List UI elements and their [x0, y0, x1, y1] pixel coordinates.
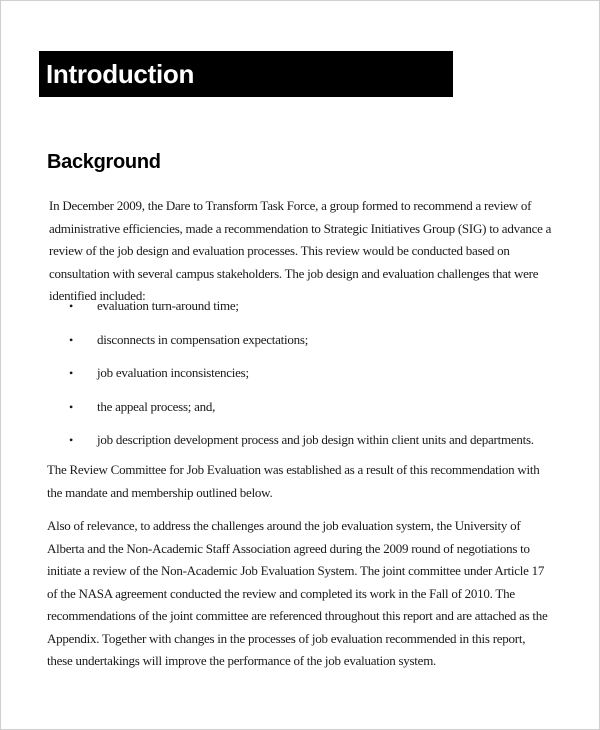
introduction-banner: Introduction: [39, 51, 453, 97]
list-item-text: job description development process and job design within client units and departments.: [97, 432, 534, 447]
background-heading: Background: [47, 151, 161, 173]
bullet-icon: •: [69, 433, 73, 447]
intro-paragraph: In December 2009, the Dare to Transform Task Force, a group formed to recommend a review of administrative efficiencies, made a recommendation to Strategic Initiatives Group (SIG) to advance a review of the job design and evaluation processes. This review would be conducted based on consultation with several campus stakeholders. The job design and evaluation challenges that were identified included:: [49, 198, 552, 303]
bullet-icon: •: [69, 399, 73, 414]
bullet-icon: •: [69, 299, 73, 313]
bullet-icon: •: [69, 332, 73, 347]
bullet-icon: •: [69, 366, 73, 380]
list-item-text: job evaluation inconsistencies;: [97, 365, 249, 380]
list-item-text: evaluation turn-around time;: [97, 298, 239, 313]
committee-paragraph: The Review Committee for Job Evaluation was established as a result of this recommendation with the mandate and membership outlined below.: [47, 462, 540, 500]
list-item-text: the appeal process; and,: [97, 398, 216, 414]
list-item-text: disconnects in compensation expectations;: [97, 331, 309, 347]
relevance-paragraph: Also of relevance, to address the challenges around the job evaluation system, the University of Alberta and the Non-Academic Staff Association agreed during the 2009 round of negotiations to initiate a review of the Non-Academic Job Evaluation System. The joint committee under Article 17 of the NASA agreement conducted the review and completed its work in the Fall of 2010. The recommendations of the joint committee are referenced throughout this report and are attached as the Appendix. Together with changes in the processes of job evaluation recommended in this report, these undertakings will improve the performance of the job evaluation system.: [47, 518, 548, 668]
